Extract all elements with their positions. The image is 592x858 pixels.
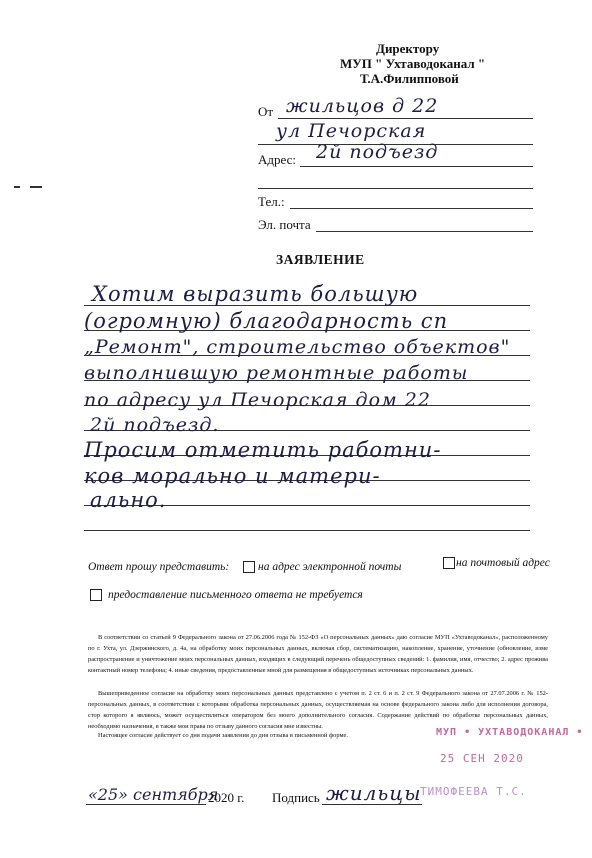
from-label: От <box>258 104 274 119</box>
date-handwritten: «25» сентября <box>88 785 219 804</box>
consent-paragraph-1: В соответствии со статьей 9 Федерального закона от 27.06.2006 года № 152-ФЗ «О персональных данных» даю согласие МУП «Ухтаводоканал», расположенному по г. Ухта, ул. Дзержинского, д. 4а, на обработку моих персональных данных, включая сбор, систематизацию, накопление, хранение, уточнение (обновление, изме распространение и уничтожение моих персональных данных, входящих в следующий перечень общедоступных сведений: 1. фамилия, имя, отчество; 2. адрес прожива контактный номер телефона; 4. иные сведения, предоставленные мной для размещения в общедоступных источниках персональных данных. <box>88 634 548 674</box>
no-reply-checkbox[interactable] <box>90 589 102 601</box>
margin-mark <box>14 186 20 188</box>
body-line-8: ков морально и матери- <box>84 464 381 488</box>
body-line-3: „Ремонт", строительство объектов" <box>84 336 511 358</box>
body-line-4: выполнившую ремонтные работы <box>84 362 469 384</box>
post-option-label: на почтовый адрес <box>456 557 550 569</box>
stamp-name: ТИМОФЕЕВА Т.С. <box>420 785 527 798</box>
stamp-organization: МУП • УХТАВОДОКАНАЛ • <box>436 727 584 738</box>
email-checkbox[interactable] <box>243 561 255 573</box>
no-reply-option-label: предоставление письменного ответа не требуется <box>108 589 363 601</box>
post-checkbox[interactable] <box>443 557 455 569</box>
address-label: Адрес: <box>258 152 296 167</box>
body-line-5: по адресу ул Печорская дом 22 <box>84 389 431 411</box>
phone-label: Тел.: <box>258 194 285 209</box>
phone-line <box>290 208 533 209</box>
document-title: ЗАЯВЛЕНИЕ <box>276 252 365 267</box>
body-line-7: Просим отметить работни- <box>84 438 442 462</box>
date-year: 2020 г. <box>208 790 245 805</box>
stamp-date: 25 СЕН 2020 <box>440 752 524 765</box>
from-handwritten-1: жильцов д 22 <box>286 95 439 117</box>
body-line-9: ально. <box>90 488 167 512</box>
header-line-3: Т.А.Филипповой <box>360 71 459 86</box>
email-option-label: на адрес электронной почты <box>258 561 402 573</box>
consent-paragraph-2: Вышеприведенное согласие на обработку моих персональных данных представлено с учетом п. 2 ст. 6 и п. 2 ст. 9 Федерального закона от 27.07.2006 г. № 152- персональных данных, в соответствии с которыми обработка персональных данных, осуществляемая на основе федерального закона либо для исполнения договора, стор которого я являюсь, может осуществляться оператором без моего дополнительного согласия. Содержание действий по обработке персональных данных, необходимо назначения, в также мои права по отзыву данного согласия мне известны. <box>88 690 548 730</box>
signature-handwritten: жильцы <box>326 781 422 805</box>
email-line <box>316 231 533 232</box>
address-line-2 <box>258 188 533 189</box>
header-line-2: МУП " Ухтаводоканал " <box>340 56 486 71</box>
body-rule <box>84 530 530 531</box>
from-line-1 <box>278 118 533 119</box>
body-line-6: 2й подъезд. <box>90 414 220 436</box>
address-line <box>300 166 533 167</box>
consent-paragraph-3: Настоящее согласие действует со дня подачи заявления до дня отзыва в письменной форме. <box>98 732 348 739</box>
header-line-1: Директору <box>376 41 440 56</box>
from-handwritten-2: ул Печорская <box>276 120 427 142</box>
body-line-1: Хотим выразить большую <box>92 282 419 306</box>
reply-prompt: Ответ прошу представить: <box>88 561 230 573</box>
email-label: Эл. почта <box>258 217 311 232</box>
date-line <box>86 804 206 805</box>
signature-label: Подпись <box>272 790 320 805</box>
body-line-2: (огромную) благодарность сп <box>84 309 449 333</box>
address-handwritten: 2й подъезд <box>316 141 439 163</box>
margin-mark <box>30 186 42 188</box>
